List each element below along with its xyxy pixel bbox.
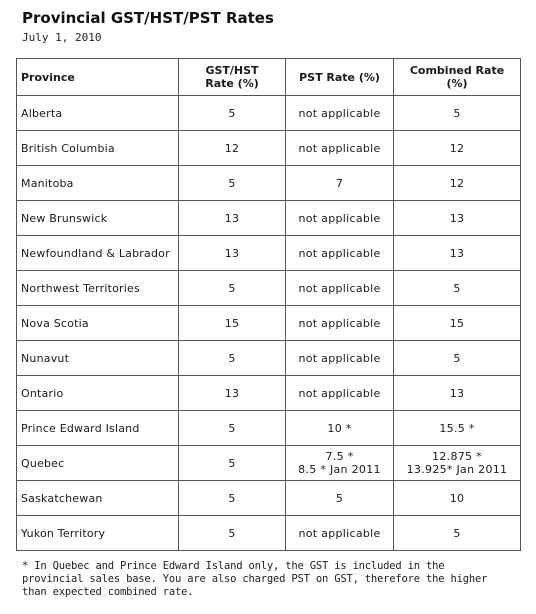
province-cell: Yukon Territory (17, 516, 179, 551)
combined-cell: 12 (394, 166, 521, 201)
pst-cell: not applicable (286, 341, 394, 376)
pst-future-value: 8.5 * Jan 2011 (298, 463, 381, 476)
header-gst-hst-line2: Rate (%) (205, 77, 259, 90)
table-row (17, 481, 521, 516)
table-row (17, 306, 521, 341)
header-province: Province (17, 59, 179, 96)
combined-future-value: 13.925* Jan 2011 (406, 463, 508, 476)
combined-cell: 12 (394, 131, 521, 166)
table-row (17, 516, 521, 551)
province-cell: New Brunswick (17, 201, 179, 236)
table-row (17, 166, 521, 201)
pst-cell: not applicable (286, 131, 394, 166)
pst-cell (286, 446, 394, 481)
combined-cell (394, 446, 521, 481)
province-cell: Nunavut (17, 341, 179, 376)
table-row (17, 131, 521, 166)
province-cell: Prince Edward Island (17, 411, 179, 446)
combined-cell: 5 (394, 271, 521, 306)
pst-cell: 10 * (286, 411, 394, 446)
combined-cell: 15 (394, 306, 521, 341)
pst-cell: not applicable (286, 271, 394, 306)
pst-cell: not applicable (286, 376, 394, 411)
gst-hst-cell: 5 (179, 516, 286, 551)
pst-cell: not applicable (286, 201, 394, 236)
combined-cell: 15.5 * (394, 411, 521, 446)
combined-cell: 13 (394, 376, 521, 411)
table-row (17, 341, 521, 376)
table-row (17, 376, 521, 411)
header-combined-line2: (%) (446, 77, 468, 90)
combined-cell: 13 (394, 236, 521, 271)
gst-hst-cell: 5 (179, 271, 286, 306)
pst-cell: not applicable (286, 306, 394, 341)
gst-hst-cell: 5 (179, 411, 286, 446)
gst-hst-cell: 12 (179, 131, 286, 166)
header-pst-rate: PST Rate (%) (286, 59, 394, 96)
pst-current-value: 7.5 * (325, 450, 354, 463)
province-cell: Saskatchewan (17, 481, 179, 516)
gst-hst-cell: 5 (179, 96, 286, 131)
gst-hst-cell: 13 (179, 236, 286, 271)
rates-table (16, 58, 521, 551)
province-cell: British Columbia (17, 131, 179, 166)
province-cell: Manitoba (17, 166, 179, 201)
table-row (17, 236, 521, 271)
header-gst-hst-rate (179, 59, 286, 96)
gst-hst-cell: 13 (179, 376, 286, 411)
gst-hst-cell: 5 (179, 341, 286, 376)
table-row (17, 96, 521, 131)
footnote (22, 560, 522, 599)
page-title: Provincial GST/HST/PST Rates (22, 9, 274, 27)
province-cell: Newfoundland & Labrador (17, 236, 179, 271)
pst-cell: 7 (286, 166, 394, 201)
table-row (17, 446, 521, 481)
combined-cell: 5 (394, 516, 521, 551)
combined-cell: 5 (394, 96, 521, 131)
pst-cell: not applicable (286, 96, 394, 131)
province-cell: Alberta (17, 96, 179, 131)
pst-cell: 5 (286, 481, 394, 516)
province-cell: Ontario (17, 376, 179, 411)
combined-cell: 13 (394, 201, 521, 236)
effective-date: July 1, 2010 (22, 31, 102, 44)
table-row (17, 411, 521, 446)
footnote-line: than expected combined rate. (22, 586, 194, 598)
combined-current-value: 12.875 * (432, 450, 482, 463)
gst-hst-cell: 13 (179, 201, 286, 236)
province-cell: Quebec (17, 446, 179, 481)
gst-hst-cell: 5 (179, 481, 286, 516)
header-combined-line1: Combined Rate (409, 64, 505, 77)
header-combined-rate (394, 59, 521, 96)
gst-hst-cell: 5 (179, 446, 286, 481)
pst-cell: not applicable (286, 516, 394, 551)
footnote-line: * In Quebec and Prince Edward Island only, the GST is included in the (22, 560, 445, 572)
table-row (17, 201, 521, 236)
gst-hst-cell: 15 (179, 306, 286, 341)
combined-cell: 10 (394, 481, 521, 516)
table-row (17, 271, 521, 306)
province-cell: Nova Scotia (17, 306, 179, 341)
province-cell: Northwest Territories (17, 271, 179, 306)
table-header-row (17, 59, 521, 96)
pst-cell: not applicable (286, 236, 394, 271)
footnote-line: provincial sales base. You are also charged PST on GST, therefore the higher (22, 573, 488, 585)
gst-hst-cell: 5 (179, 166, 286, 201)
combined-cell: 5 (394, 341, 521, 376)
header-gst-hst-line1: GST/HST (205, 64, 259, 77)
